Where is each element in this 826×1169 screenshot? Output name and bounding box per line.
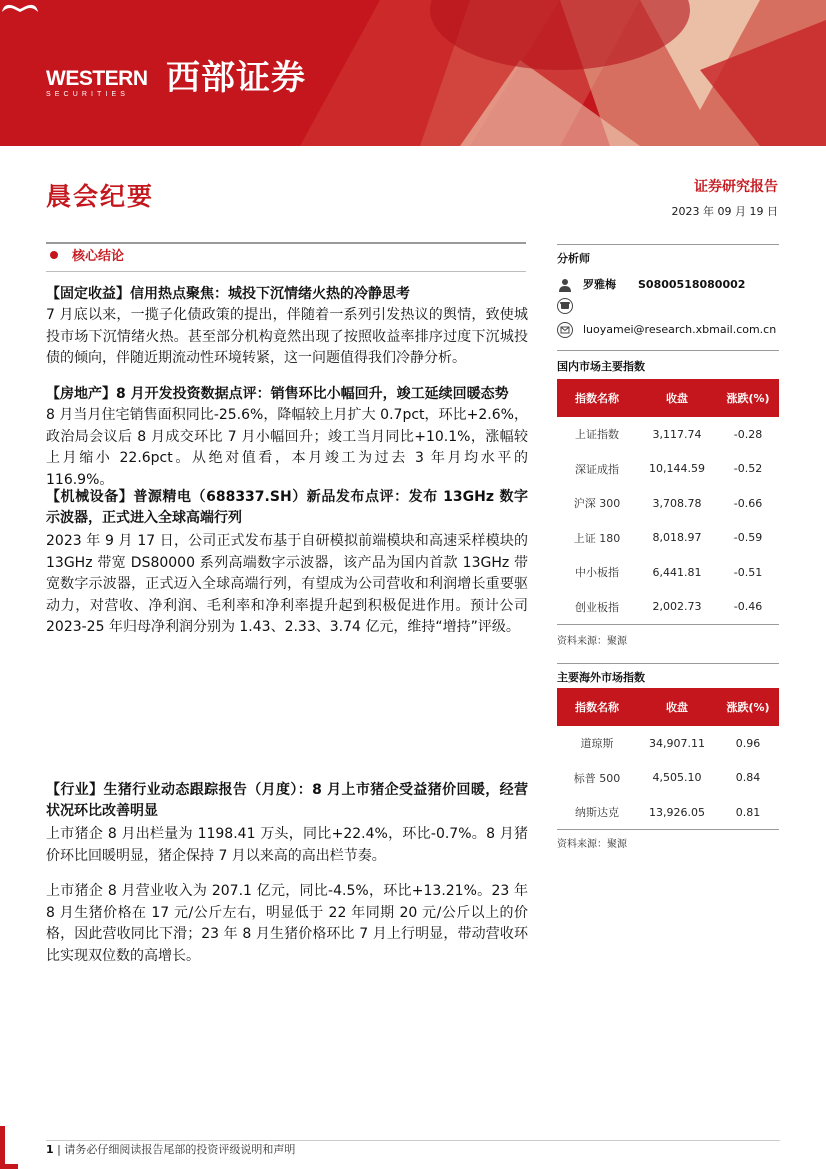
footer-disclaimer: 请务必仔细阅读报告尾部的投资评级说明和声明 xyxy=(64,1143,296,1156)
bull-horns-icon xyxy=(0,0,40,14)
table-header-row xyxy=(557,688,779,726)
index-change: 0.84 xyxy=(735,771,761,785)
domestic-table-title: 国内市场主要指数 xyxy=(557,360,645,373)
table-header-row xyxy=(557,379,779,417)
footer-divider xyxy=(46,1140,780,1141)
index-close: 6,441.81 xyxy=(652,565,702,579)
index-name: 道琼斯 xyxy=(580,737,614,751)
analyst-phone-row xyxy=(557,298,583,314)
logo-en-subtext: SECURITIES xyxy=(46,91,130,98)
index-name: 标普 500 xyxy=(573,771,621,785)
index-change: -0.51 xyxy=(733,565,763,579)
item-heading: 【固定收益】信用热点聚焦：城投下沉情绪火热的冷静思考 xyxy=(46,286,410,302)
column-header: 指数名称 xyxy=(557,379,637,417)
index-change: 0.96 xyxy=(735,736,761,750)
item-paragraph: 上市猪企 8 月出栏量为 1198.41 万头，同比+22.4%，环比-0.7%。8 月猪价环比回暖明显，猪企保持 7 月以来高的高出栏节奏。 xyxy=(46,826,528,864)
footer-corner-mark xyxy=(0,1126,18,1169)
item-paragraph: 2023 年 9 月 17 日，公司正式发布基于自研模拟前端模块和高速采样模块的 13GHz 带宽 DS80000 系列高端数字示波器，该产品为国内首款 13GHz 带宽数字示波器，正式迈入全球高端行列，有望成为公司营收和利润增长重要驱动力，对营收、净利润、毛利率和净利率提升起到积极促进作用。预计公司 2023-25 年归母净利润分别为 1.43、2.33、3.74 亿元，维持“增持”评级。 xyxy=(46,533,528,635)
item-heading: 【房地产】8 月开发投资数据点评：销售环比小幅回升，竣工延续回暖态势 xyxy=(46,386,509,402)
footer xyxy=(46,1143,295,1157)
index-change: -0.46 xyxy=(717,590,779,625)
index-name: 中小板指 xyxy=(575,566,619,580)
item-heading: 【行业】生猪行业动态跟踪报告（月度）：8 月上市猪企受益猪价回暖，经营状况环比改善明显 xyxy=(46,782,528,819)
index-name: 沪深 300 xyxy=(573,497,621,511)
report-type: 证券研究报告 xyxy=(694,179,778,195)
logo-chinese: 西部证券 xyxy=(166,58,306,98)
index-name: 纳斯达克 xyxy=(557,795,637,830)
table-row xyxy=(557,555,779,590)
logo-english xyxy=(46,68,158,98)
analyst-name-row xyxy=(557,277,745,293)
phone-icon xyxy=(557,298,573,314)
table-row xyxy=(557,486,779,521)
column-header: 指数名称 xyxy=(557,688,637,726)
column-header: 涨跌(%) xyxy=(717,688,779,726)
table-row xyxy=(557,452,779,487)
domestic-source: 资料来源：聚源 xyxy=(557,636,627,647)
table-row xyxy=(557,590,779,625)
index-close: 4,505.10 xyxy=(652,771,702,785)
overseas-divider xyxy=(557,663,779,664)
column-header: 涨跌(%) xyxy=(717,379,779,417)
report-date: 2023 年 09 月 19 日 xyxy=(671,205,778,218)
item-paragraph: 8 月当月住宅销售面积同比-25.6%，降幅较上月扩大 0.7pct，环比+2.6%，政治局会议后 8 月成交环比 7 月小幅回升；竣工当月同比+10.1%，涨幅较上月缩小 22.6pct。从绝对值看，本月竣工为过去 3 年月均水平的 116.9%。 xyxy=(46,407,528,488)
index-change: -0.28 xyxy=(733,427,763,441)
analyst-license: S0800518080002 xyxy=(638,278,746,291)
table-row xyxy=(557,761,779,796)
section-divider-top xyxy=(46,242,526,244)
column-header: 收盘 xyxy=(637,688,717,726)
column-header: 收盘 xyxy=(637,379,717,417)
overseas-table-title: 主要海外市场指数 xyxy=(557,671,645,684)
header-banner xyxy=(0,0,826,146)
index-change: -0.52 xyxy=(733,462,763,476)
index-close: 13,926.05 xyxy=(637,795,717,830)
bullet-dot-icon xyxy=(50,251,58,259)
person-icon xyxy=(557,277,573,293)
index-name: 上证指数 xyxy=(575,428,619,442)
index-close: 3,708.78 xyxy=(652,496,702,510)
index-name: 创业板指 xyxy=(557,590,637,625)
email-icon xyxy=(557,322,573,338)
table-row xyxy=(557,795,779,830)
core-conclusion-heading xyxy=(50,249,124,265)
index-close: 34,907.11 xyxy=(649,736,705,750)
index-close: 3,117.74 xyxy=(652,427,702,441)
index-close: 10,144.59 xyxy=(649,462,705,476)
page-title: 晨会纪要 xyxy=(46,182,155,211)
table-row xyxy=(557,417,779,452)
section-divider-bottom xyxy=(46,271,526,272)
index-name: 上证 180 xyxy=(573,531,621,545)
table-row xyxy=(557,521,779,556)
logo-en-text: WESTERN xyxy=(46,67,148,90)
domestic-divider xyxy=(557,350,779,351)
overseas-index-table xyxy=(557,688,779,830)
footer-separator: | xyxy=(57,1143,65,1156)
analyst-email-row xyxy=(557,322,776,338)
domestic-index-table xyxy=(557,379,779,625)
index-close: 2,002.73 xyxy=(637,590,717,625)
item-paragraph: 上市猪企 8 月营业收入为 207.1 亿元，同比-4.5%，环比+13.21%。23 年 8 月生猪价格在 17 元/公斤左右，明显低于 22 年同期 20 元/公斤以上的价格，因此营收同比下滑；23 年 8 月生猪价格环比 7 月上行明显，带动营收环比实现双位数的高增长。 xyxy=(46,883,528,964)
overseas-source: 资料来源：聚源 xyxy=(557,839,627,850)
index-change: -0.59 xyxy=(733,531,763,545)
analyst-divider-top xyxy=(557,244,779,245)
index-change: 0.81 xyxy=(717,795,779,830)
table-row xyxy=(557,726,779,761)
index-change: -0.66 xyxy=(733,496,763,510)
page-number: 1 xyxy=(46,1143,54,1156)
analyst-label: 分析师 xyxy=(557,252,590,265)
index-close: 8,018.97 xyxy=(652,531,702,545)
item-heading: 【机械设备】普源精电（688337.SH）新品发布点评：发布 13GHz 数字示波器，正式进入全球高端行列 xyxy=(46,489,528,526)
index-name: 深证成指 xyxy=(575,462,619,476)
analyst-name: 罗雅梅 xyxy=(583,278,616,291)
item-paragraph: 7 月底以来，一揽子化债政策的提出，伴随着一系列引发热议的舆情，致使城投市场下沉情绪火热。甚至部分机构竟然出现了按照收益率排序过度下沉城投债的倾向，伴随近期流动性环境转紧，这一问题值得我们冷静分析。 xyxy=(46,307,528,366)
analyst-email[interactable]: luoyamei@research.xbmail.com.cn xyxy=(583,323,777,336)
core-conclusion-label: 核心结论 xyxy=(72,249,125,264)
